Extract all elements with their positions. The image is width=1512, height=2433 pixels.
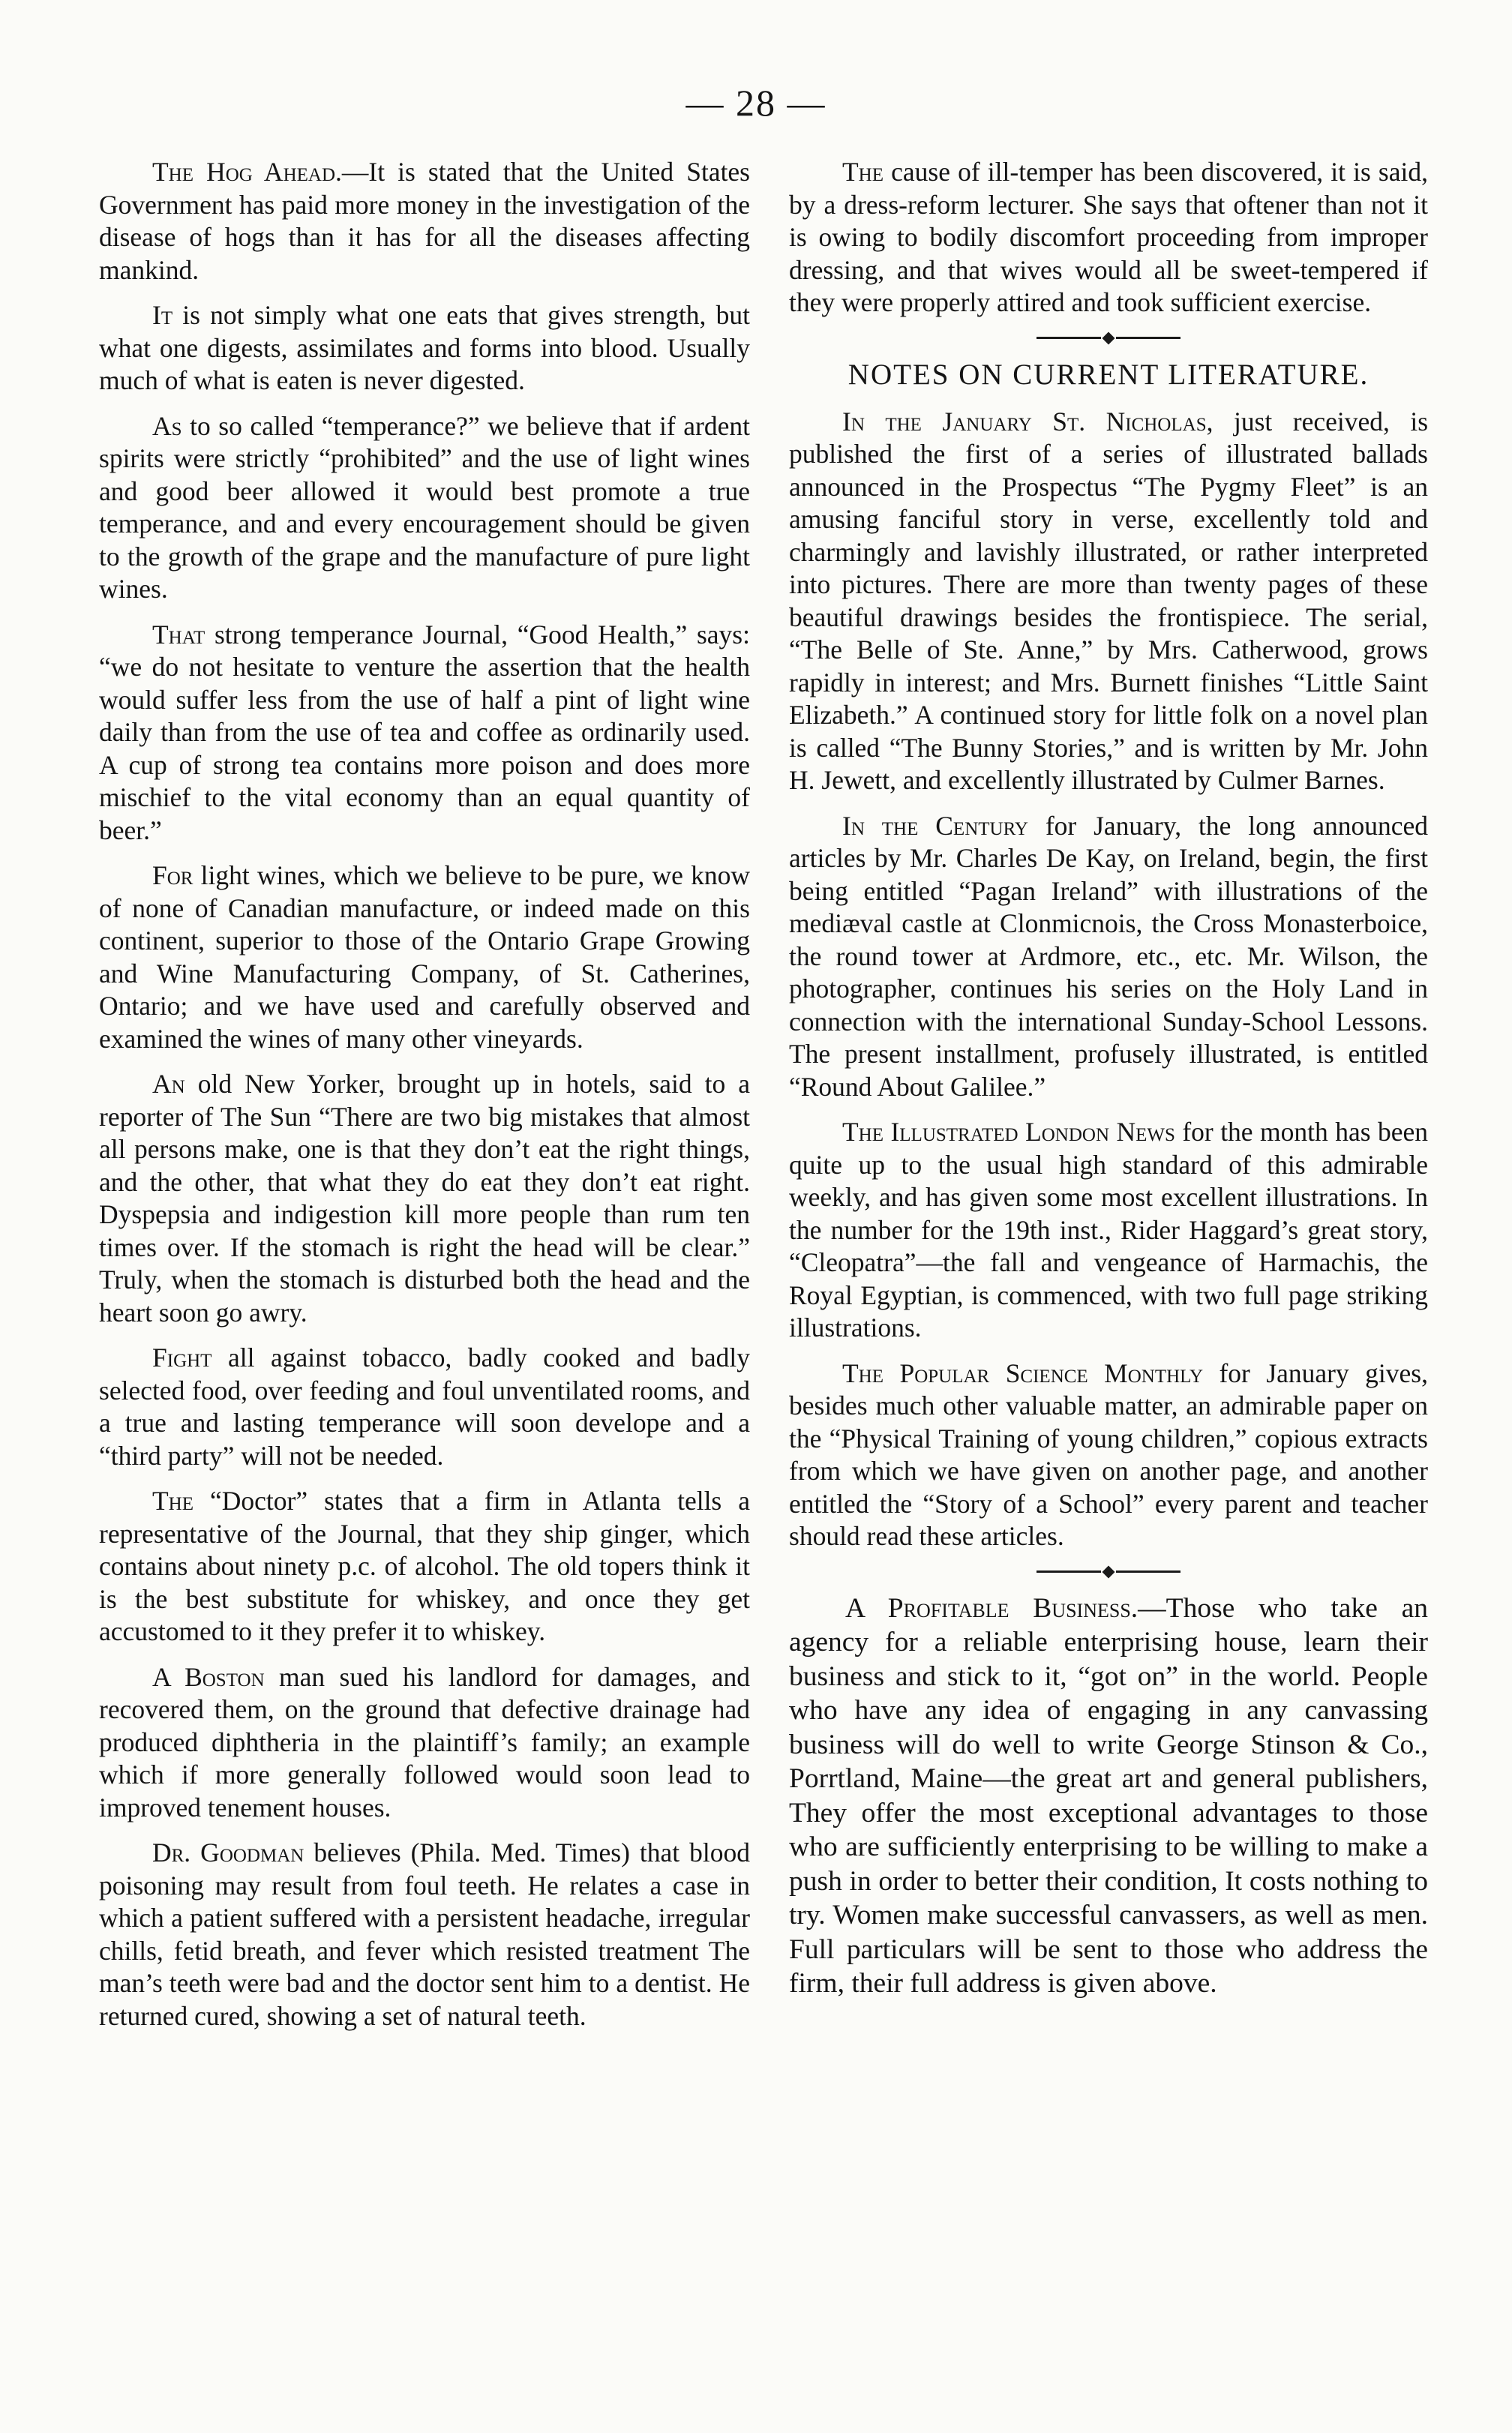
- literature-popular-science: [789, 1358, 1428, 1553]
- article-profitable-business: [789, 1592, 1428, 2001]
- left-column: [99, 156, 750, 2045]
- article-text: cause of ill-temper has been discovered, it is said, by a dress-reform lecturer. She says that oftener than not it is owing to bodily discomfort proceeding from improper dressing, and that wives would all be sweet-tempered if they were properly attired and took sufficient exercise.: [789, 157, 1428, 317]
- article-lead: The: [152, 1486, 194, 1516]
- article-lead: As: [152, 410, 182, 441]
- diamond-ornament-icon: [1102, 1565, 1115, 1578]
- article-lead: That: [152, 619, 206, 650]
- article-text: believes (Phila. Med. Times) that blood poisoning may result from foul teeth. He relates a case in which a patient suffered with a persistent headache, irregular chills, fetid breath, and fever which resisted treatment The man’s teeth were bad and the doctor sent him to a dentist. He returned cured, showing a set of natural teeth.: [99, 1838, 750, 2031]
- article-ill-temper: [789, 156, 1428, 320]
- article-hog-ahead: [99, 156, 750, 286]
- literature-century: [789, 810, 1428, 1104]
- article-good-health: [99, 619, 750, 848]
- article-doctor-ginger: [99, 1485, 750, 1648]
- article-lead: The Illustrated London News: [842, 1117, 1175, 1147]
- page-number: — 28 —: [686, 82, 826, 124]
- right-column: [789, 156, 1428, 2014]
- article-lead: It: [152, 300, 173, 330]
- article-text: man sued his landlord for damages, and recovered them, on the ground that defective drainage had produced diphtheria in the plaintiff’s family; an example which if more generally followed would soon lead to improved tenement houses.: [99, 1661, 750, 1822]
- divider-rule: [1036, 337, 1101, 339]
- article-lead: The Popular Science Monthly: [842, 1358, 1203, 1388]
- article-text: for January gives, besides much other valuable matter, an admirable paper on the “Physical Training of young children,” copious extracts from which we have given on another page, and another entitled the “Story of a School” every parent and teacher should read these articles.: [789, 1358, 1428, 1551]
- article-text: —It is stated that the United States Government has paid more money in the investigation of the disease of hogs than it has for all the diseases affecting mankind.: [99, 157, 750, 285]
- article-lead: A Boston: [152, 1661, 265, 1692]
- article-lead: A Profitable Business.: [845, 1592, 1138, 1624]
- article-text: all against tobacco, badly cooked and badly selected food, over feeding and foul unventilated rooms, and a true and lasting temperance will soon develope and a “third party” will not be needed.: [99, 1342, 750, 1471]
- article-temperance: [99, 410, 750, 606]
- article-lead: The: [842, 157, 884, 187]
- article-lead: In the January St. Nicholas,: [842, 406, 1214, 436]
- article-text: strong temperance Journal, “Good Health,” says: “we do not hesitate to venture the assertion that the health would suffer less from the use of half a pint of light wine daily than from the use of tea and coffee as ordinarily used. A cup of strong tea contains more poison and does more mischief to the vital economy than an equal quantity of beer.”: [99, 619, 750, 845]
- section-divider: [789, 332, 1428, 344]
- article-digestion: [99, 299, 750, 398]
- article-text: old New Yorker, brought up in hotels, said to a reporter of The Sun “There are two big mistakes that almost all persons make, one is that they don’t eat the right things, and the other, that what they do eat they don’t eat right. Dyspepsia and indigestion kill more people than rum ten times over. If the stomach is right the head will be clear.” Truly, when the stomach is disturbed both the head and the heart soon go awry.: [99, 1069, 750, 1328]
- divider-rule: [1116, 337, 1180, 339]
- article-text: light wines, which we believe to be pure, we know of none of Canadian manufacture, or indeed made on this continent, superior to those of the Ontario Grape Growing and Wine Manufacturing Company, of St. Catherines, Ontario; and we have used and carefully observed and examined the wines of many other vineyards.: [99, 860, 750, 1054]
- article-text: —Those who take an agency for a reliable enterprising house, learn their business and stick to it, “got on” in the world. People who have any idea of engaging in any canvassing business will do well to write George Stinson & Co., Porrtland, Maine—the great art and general publishers, They offer the most exceptional advantages to those who are sufficiently enterprising to be willing to make a push in order to better their condition, It costs nothing to try. Women make successful canvassers, as well as men. Full particulars will be sent to those who address the firm, their full address is given above.: [789, 1592, 1428, 1999]
- article-lead: For: [152, 860, 194, 890]
- article-fight-tobacco: [99, 1342, 750, 1472]
- article-lead: An: [152, 1069, 185, 1099]
- diamond-ornament-icon: [1102, 332, 1115, 344]
- article-text: to so called “temperance?” we believe that if ardent spirits were strictly “prohibited” and the use of light wines and good beer allowed it would best promote a true temperance, and and every encouragement should be given to the growth of the grape and the manufacture of pure light wines.: [99, 410, 750, 604]
- article-text: just received, is published the first of a series of illustrated ballads announced in the Prospectus “The Pygmy Fleet” is an amusing fanciful story in verse, excellently told and charmingly and lavishly illustrated, or rather interpreted into pictures. There are more than twenty pages of these beautiful drawings besides the frontispiece. The serial, “The Belle of Ste. Anne,” by Mrs. Catherwood, grows rapidly in interest; and Mrs. Burnett finishes “Little Saint Elizabeth.” A continued story for little folk on a novel plan is called “The Bunny Stories,” and is written by Mr. John H. Jewett, and excellently illustrated by Culmer Barnes.: [789, 406, 1429, 795]
- article-lead: In the Century: [842, 810, 1028, 841]
- literature-london-news: [789, 1116, 1428, 1345]
- article-new-yorker: [99, 1068, 750, 1329]
- literature-heading: NOTES ON CURRENT LITERATURE.: [848, 358, 1370, 391]
- article-dr-goodman: [99, 1837, 750, 2032]
- literature-st-nicholas: [789, 406, 1428, 797]
- divider-rule: [1036, 1570, 1101, 1573]
- divider-rule: [1116, 1570, 1180, 1573]
- article-lead: The Hog Ahead.: [152, 157, 342, 187]
- article-lead: Dr. Goodman: [152, 1838, 304, 1868]
- article-light-wines: [99, 860, 750, 1055]
- article-boston-landlord: [99, 1661, 750, 1825]
- article-text: for the month has been quite up to the usual high standard of this admirable weekly, and has given some most excellent illustrations. In the number for the 19th inst., Rider Haggard’s great story, “Cleopatra”—the fall and vengeance of Harmachis, the Royal Egyptian, is commenced, with two full page striking illustrations.: [789, 1117, 1428, 1342]
- article-text: for January, the long announced articles by Mr. Charles De Kay, on Ireland, begin, the first being entitled “Pagan Ireland” with illustrations of the mediæval castle at Clonmicnois, the Cross Monasterboice, the round tower at Ardmore, etc., etc. Mr. Wilson, the photographer, continues his series on the Holy Land in connection with the international Sunday-School Lessons. The present installment, profusely illustrated, is entitled “Round About Galilee.”: [789, 810, 1428, 1102]
- section-divider: [789, 1566, 1428, 1578]
- article-text: is not simply what one eats that gives strength, but what one digests, assimilates and forms into blood. Usually much of what is eaten is never digested.: [99, 300, 750, 395]
- article-lead: Fight: [152, 1342, 212, 1372]
- article-text: “Doctor” states that a firm in Atlanta tells a representative of the Journal, that they ship ginger, which contains about ninety p.c. of alcohol. The old topers think it is the best substitute for whiskey, and once they get accustomed to it they prefer it to whiskey.: [99, 1486, 750, 1646]
